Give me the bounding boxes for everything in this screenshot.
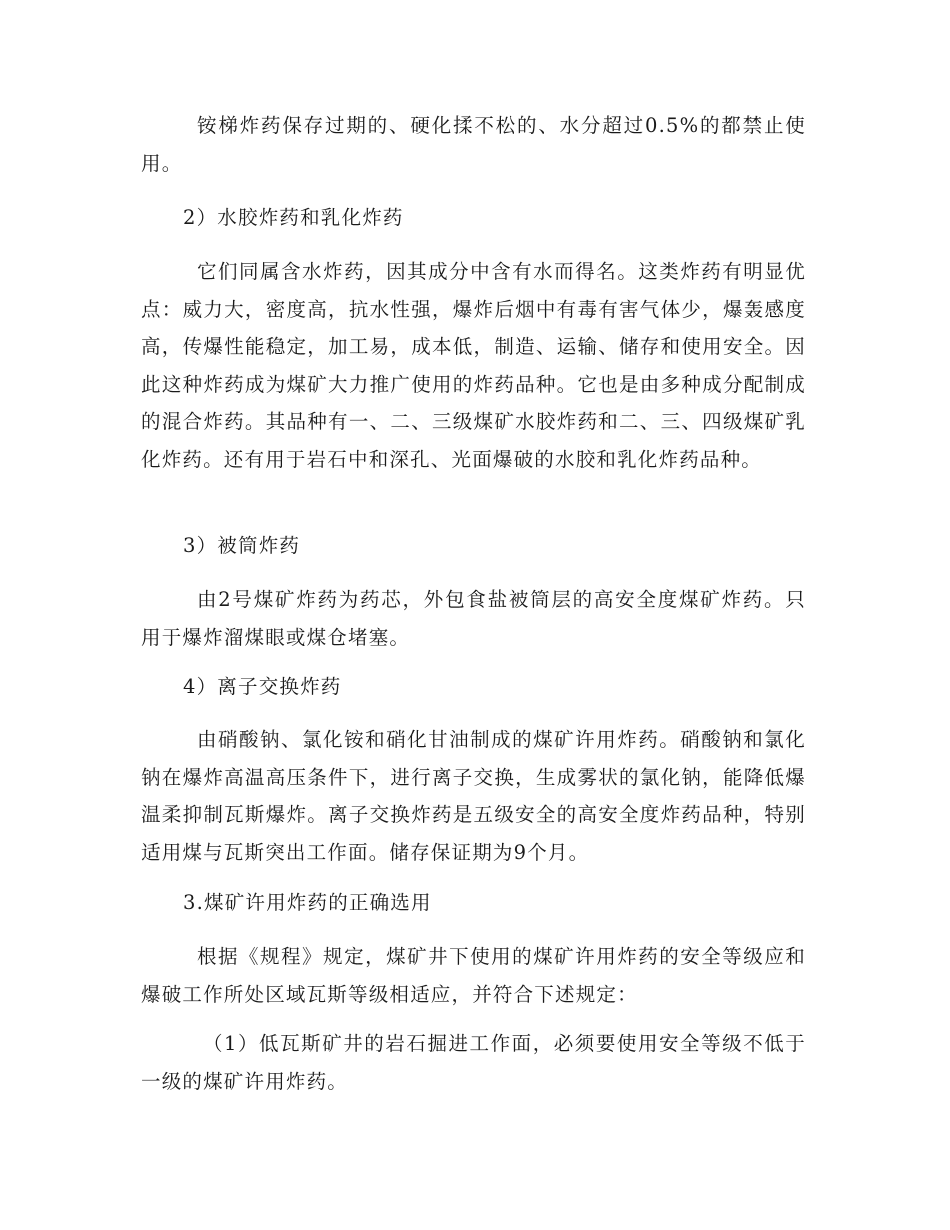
paragraph-sheathed-description: 由2号煤矿炸药为药芯，外包食盐被筒层的高安全度煤矿炸药。只用于爆炸溜煤眼或煤仓堵塞。: [141, 588, 806, 649]
heading-water-gel-emulsion: 2）水胶炸药和乳化炸药: [183, 206, 404, 229]
paragraph-ion-exchange-description: 由硝酸钠、氯化铵和硝化甘油制成的煤矿许用炸药。硝酸钠和氯化钠在爆炸高温高压条件下，进行离子交换，生成雾状的氯化钠，能降低爆温柔抑制瓦斯爆炸。离子交换炸药是五级安全的高安全度炸药品种，特别适用煤与瓦斯突出工作面。储存保证期为9个月。: [141, 728, 806, 864]
paragraph-water-gel-description: 它们同属含水炸药，因其成分中含有水而得名。这类炸药有明显优点：威力大，密度高，抗水性强，爆炸后烟中有毒有害气体少，爆轰感度高，传爆性能稳定，加工易，成本低，制造、运输、储存和使用安全。因此这种炸药成为煤矿大力推广使用的炸药品种。它也是由多种成分配制成的混合炸药。其品种有一、二、三级煤矿水胶炸药和二、三、四级煤矿乳化炸药。还有用于岩石中和深孔、光面爆破的水胶和乳化炸药品种。: [141, 260, 806, 471]
heading-correct-selection: 3.煤矿许用炸药的正确选用: [183, 891, 432, 914]
paragraph-ammonium-expired: 铵梯炸药保存过期的、硬化揉不松的、水分超过0.5%的都禁止使用。: [141, 114, 806, 175]
paragraph-rule-1: （1）低瓦斯矿井的岩石掘进工作面，必须要使用安全等级不低于一级的煤矿许用炸药。: [141, 1032, 806, 1093]
paragraph-regulation: 根据《规程》规定，煤矿井下使用的煤矿许用炸药的安全等级应和爆破工作所处区域瓦斯等级相适应，并符合下述规定：: [141, 945, 806, 1006]
heading-ion-exchange: 4）离子交换炸药: [183, 675, 342, 698]
heading-sheathed-explosive: 3）被筒炸药: [183, 534, 301, 557]
